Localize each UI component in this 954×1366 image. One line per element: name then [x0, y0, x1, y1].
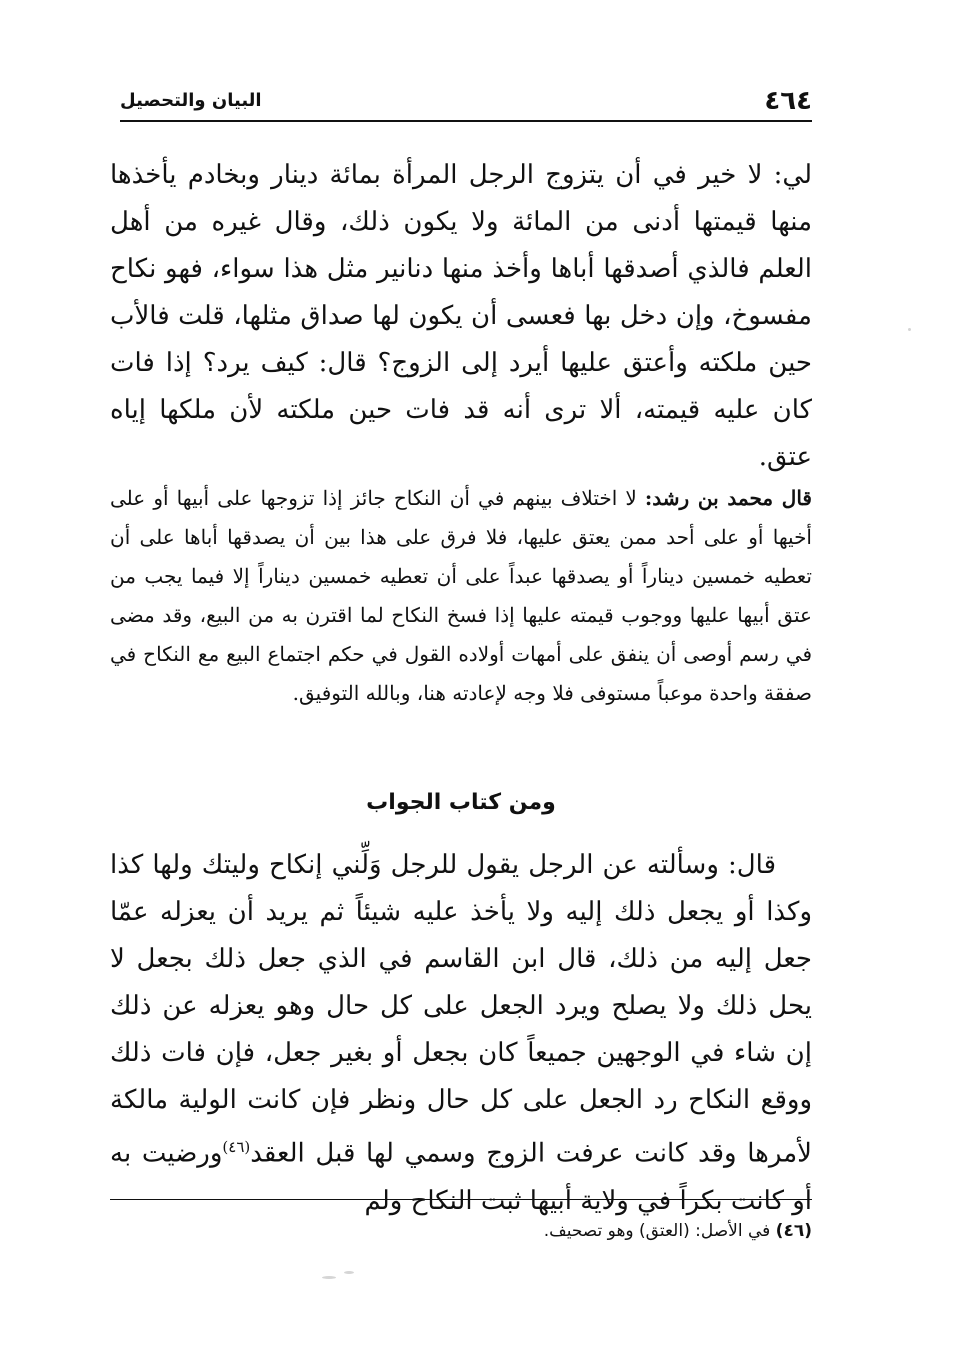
scan-speck [322, 1276, 336, 1279]
footnote-number: (٤٦) [775, 1221, 812, 1241]
commentator-lead: قال محمد بن رشد: [644, 486, 812, 510]
section-heading: ومن كتاب الجواب [366, 790, 556, 815]
running-title: البيان والتحصيل [120, 90, 262, 111]
paragraph-1-text: لي: لا خير في أن يتزوج الرجل المرأة بمائة دينار وبخادم يأخذها منها قيمتها أدنى من المائة ولا يكون ذلك، وقال غيره من أهل العلم فالذي أصدقها أباها وأخذ منها دنانير مثل هذا سواء، فهو نكاح مفسوخ، وإن دخل بها فعسى أن يكون لها صداق مثلها، قلت فالأب حين ملكته وأعتق عليها أيرد إلى الزوج؟ قال: كيف يرد؟ إذا فات كان عليه قيمته، ألا ترى أنه قد فات حين ملكته لأن ملكها إياه عتق. [110, 160, 812, 472]
footnote-text: في الأصل: (العتق) وهو تصحيف. [543, 1221, 776, 1241]
footnote-divider [110, 1199, 812, 1200]
page-header [120, 80, 812, 122]
paragraph-3-end: ورضيت به أو كانت بكراً في ولاية أبيها ثبت النكاح ولم [110, 1138, 812, 1216]
footnote-reference: (٤٦) [222, 1138, 251, 1156]
scan-speck [344, 1271, 354, 1274]
scan-speck [908, 328, 911, 331]
paragraph-2-text: لا اختلاف بينهم في أن النكاح جائز إذا تزوجها على أبيها أو على أخيها أو على أحد ممن يعتق عليها، فلا فرق على هذا بين أن يصدقها أباها على أن تعطيه خمسين ديناراً أو يصدقها عبداً على أن تعطيه خمسين ديناراً إلا فيما يجب من عتق أبيها عليها ووجوب قيمته عليها إذا فسخ النكاح لما اقترن به من البيع، وقد مضى في رسم أوصى أن ينفق على أمهات أولاده القول في حكم اجتماع البيع مع النكاح في صفقة واحدة موعباً مستوفى فلا وجه لإعادته هنا، وبالله التوفيق. [110, 486, 812, 705]
paragraph-2 [110, 479, 812, 713]
paragraph-3 [110, 842, 812, 1225]
paragraph-3-text: قال: وسألته عن الرجل يقول للرجل وَلِّني إنكاح وليتك ولها كذا وكذا أو يجعل ذلك إليه ولا يأخذ عليه شيئاً ثم يريد أن يعزله عمّا جعل إليه من ذلك، قال ابن القاسم في الذي جعل ذلك بجعل لا يحل ذلك ولا يصلح ويرد الجعل على كل حال وهو يعزله عن ذلك إن شاء في الوجهين جميعاً كان بجعل أو بغير جعل، فإن فات ذلك ووقع النكاح رد الجعل على كل حال ونظر فإن كانت الولية مالكة لأمرها وقد كانت عرفت الزوج وسمي لها قبل العقد [110, 850, 812, 1169]
paragraph-1 [110, 152, 812, 481]
page-number: ٤٦٤ [764, 86, 812, 116]
footnote [110, 1218, 812, 1244]
